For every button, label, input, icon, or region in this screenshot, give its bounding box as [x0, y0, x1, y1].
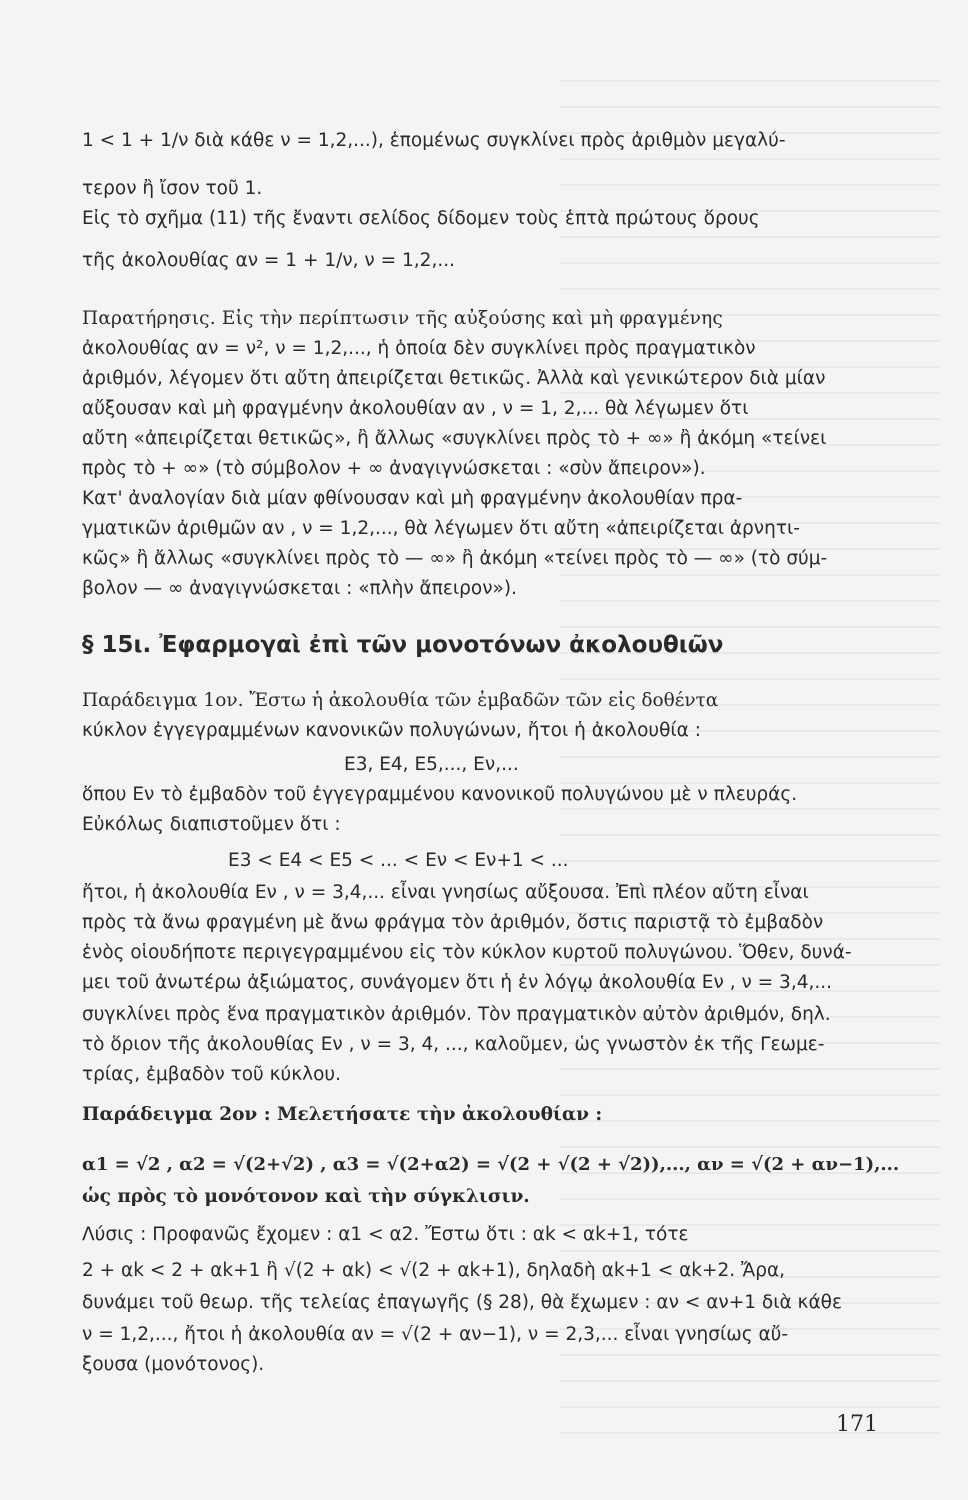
example1-line-11: τρίας, ἐμβαδὸν τοῦ κύκλου.	[82, 1064, 341, 1085]
remark-line-7: Κατ' ἀναλογίαν διὰ μίαν φθίνουσαν καὶ μὴ φραγμένην ἀκολουθίαν πρα-	[82, 488, 743, 509]
example1-line-1: Παράδειγμα 1ον. Ἔστω ἡ ἀκολουθία τῶν ἐμβαδῶν τῶν εἰς δοθέντα	[82, 690, 719, 711]
example1-line-3: ὅπου Εν τὸ ἐμβαδὸν τοῦ ἐγγεγραμμένου κανονικοῦ πολυγώνου μὲ ν πλευράς.	[82, 784, 798, 805]
solution-line-1: Λύσις : Προφανῶς ἔχομεν : α1 < α2. Ἔστω ὅτι : αk < αk+1, τότε	[82, 1224, 689, 1245]
example2-heading: Παράδειγμα 2ον : Μελετήσατε τὴν ἀκολουθίαν :	[82, 1104, 603, 1125]
text-line-1: 1 < 1 + 1/ν διὰ κάθε ν = 1,2,...), ἑπομένως συγκλίνει πρὸς ἀριθμὸν μεγαλύ-	[82, 130, 786, 151]
example2-line-2: ὡς πρὸς τὸ μονότονον καὶ τὴν σύγκλισιν.	[82, 1186, 530, 1207]
solution-line-2: 2 + αk < 2 + αk+1 ἢ √(2 + αk) < √(2 + αk+1), δηλαδὴ αk+1 < αk+2. Ἄρα,	[82, 1260, 786, 1281]
example1-line-7: ἑνὸς οἱουδήποτε περιγεγραμμένου εἰς τὸν κύκλον κυρτοῦ πολυγώνου. Ὅθεν, δυνά-	[82, 942, 852, 963]
example1-line-10: τὸ ὅριον τῆς ἀκολουθίας Εν , ν = 3, 4, ..., καλοῦμεν, ὡς γνωστὸν ἐκ τῆς Γεωμε-	[82, 1034, 825, 1055]
text-line-2: τερον ἢ ἴσον τοῦ 1.	[82, 178, 263, 199]
solution-line-3: δυνάμει τοῦ θεωρ. τῆς τελείας ἐπαγωγῆς (§ 28), θὰ ἔχωμεν : αν < αν+1 διὰ κάθε	[82, 1292, 842, 1313]
remark-line-8: γματικῶν ἀριθμῶν αν , ν = 1,2,..., θὰ λέγωμεν ὅτι αὔτη «ἀπειρίζεται ἀρνητι-	[82, 518, 800, 539]
section-heading: § 15ι. Ἐφαρμογαὶ ἐπὶ τῶν μονοτόνων ἀκολουθιῶν	[82, 632, 724, 658]
remark-line-2: ἀκολουθίας αν = ν², ν = 1,2,..., ἡ ὁποία δὲν συγκλίνει πρὸς πραγματικὸν	[82, 338, 756, 359]
inequality-formula: Ε3 < Ε4 < Ε5 < ... < Εν < Εν+1 < ...	[228, 850, 569, 871]
text-line-3: Εἰς τὸ σχῆμα (11) τῆς ἔναντι σελίδος δίδομεν τοὺς ἑπτὰ πρώτους ὅρους	[82, 208, 760, 229]
text-line-4: τῆς ἀκολουθίας αν = 1 + 1/ν, ν = 1,2,...	[82, 250, 455, 271]
solution-line-5: ξουσα (μονότονος).	[82, 1354, 265, 1375]
remark-line-10: βολον — ∞ ἀναγιγνώσκεται : «πλὴν ἄπειρον»).	[82, 578, 517, 599]
example1-line-9: συγκλίνει πρὸς ἕνα πραγματικὸν ἀριθμόν. Τὸν πραγματικὸν αὐτὸν ἀριθμόν, δηλ.	[82, 1004, 831, 1025]
remark-line-9: κῶς» ἢ ἄλλως «συγκλίνει πρὸς τὸ — ∞» ἢ ἀκόμη «τείνει πρὸς τὸ — ∞» (τὸ σύμ-	[82, 548, 828, 569]
example1-line-6: πρὸς τὰ ἄνω φραγμένη μὲ ἄνω φράγμα τὸν ἀριθμόν, ὅστις παριστᾷ τὸ ἐμβαδὸν	[82, 912, 824, 933]
remark-line-3: ἀριθμόν, λέγομεν ὅτι αὔτη ἀπειρίζεται θετικῶς. Ἀλλὰ καὶ γενικώτερον διὰ μίαν	[82, 368, 826, 389]
example1-line-2: κύκλον ἐγγεγραμμένων κανονικῶν πολυγώνων, ἤτοι ἡ ἀκολουθία :	[82, 720, 701, 741]
remark-line-1: Παρατήρησις. Εἰς τὴν περίπτωσιν τῆς αὐξούσης καὶ μὴ φραγμένης	[82, 308, 723, 329]
remark-line-6: πρὸς τὸ + ∞» (τὸ σύμβολον + ∞ ἀναγιγνώσκεται : «σὺν ἄπειρον»).	[82, 458, 706, 479]
example2-formula: α1 = √2 , α2 = √(2+√2) , α3 = √(2+α2) = √(2 + √(2 + √2)),..., αν = √(2 + αν−1),...	[82, 1154, 900, 1175]
page-number: 171	[836, 1412, 878, 1437]
example1-line-4: Εὐκόλως διαπιστοῦμεν ὅτι :	[82, 814, 341, 835]
sequence-formula: Ε3, Ε4, Ε5,..., Εν,...	[344, 754, 519, 775]
example1-line-5: ἤτοι, ἡ ἀκολουθία Εν , ν = 3,4,... εἶναι γνησίως αὔξουσα. Ἐπὶ πλέον αὔτη εἶναι	[82, 882, 809, 903]
solution-line-4: ν = 1,2,..., ἤτοι ἡ ἀκολουθία αν = √(2 + αν−1), ν = 2,3,... εἶναι γνησίως αὔ-	[82, 1324, 789, 1345]
remark-line-4: αὔξουσαν καὶ μὴ φραγμένην ἀκολουθίαν αν , ν = 1, 2,... θὰ λέγωμεν ὅτι	[82, 398, 749, 419]
remark-line-5: αὔτη «ἀπειρίζεται θετικῶς», ἢ ἄλλως «συγκλίνει πρὸς τὸ + ∞» ἢ ἀκόμη «τείνει	[82, 428, 827, 449]
example1-line-8: μει τοῦ ἀνωτέρω ἀξιώματος, συνάγομεν ὅτι ἡ ἐν λόγῳ ἀκολουθία Εν , ν = 3,4,...	[82, 972, 832, 993]
